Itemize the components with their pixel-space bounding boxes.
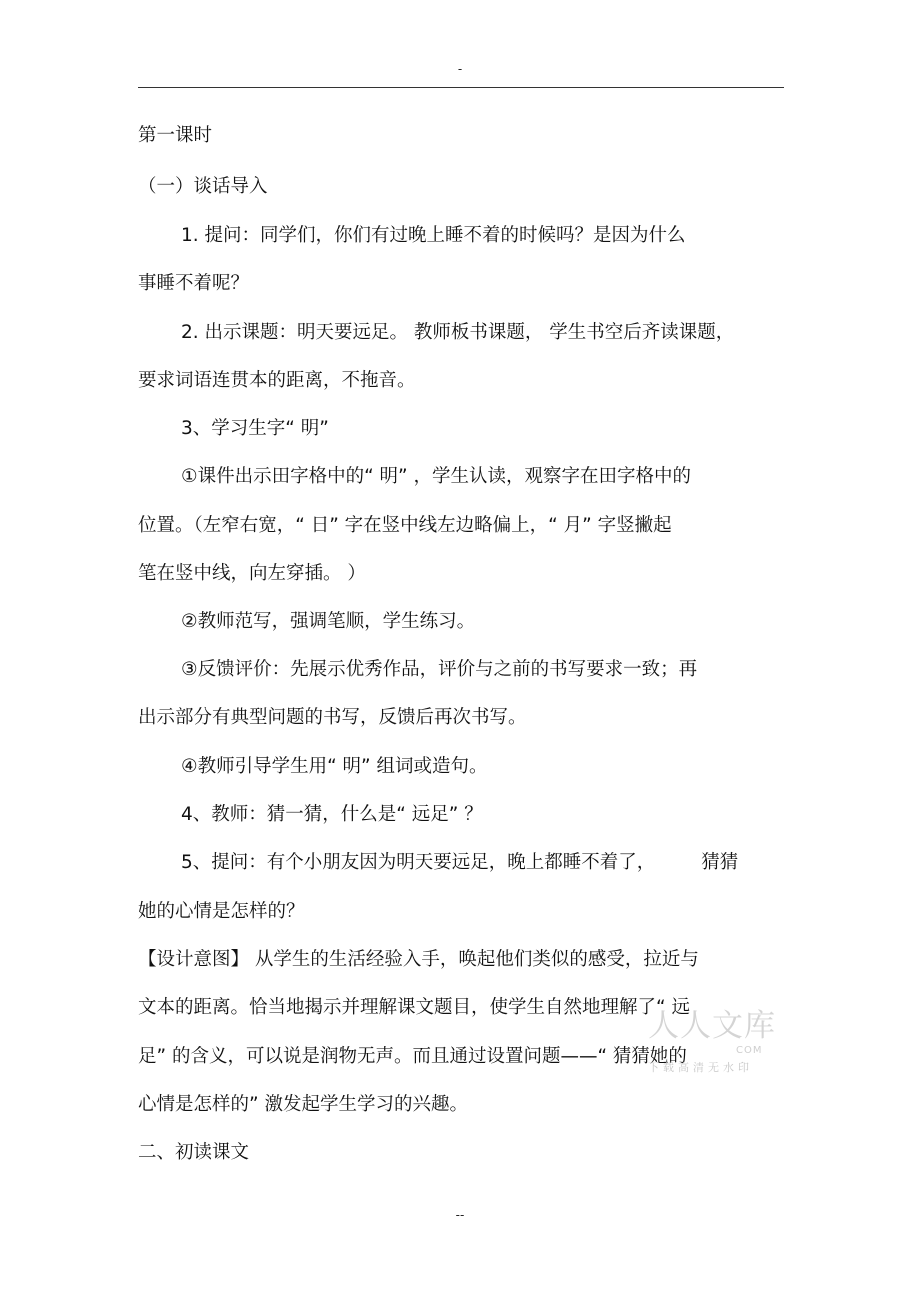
paragraph-learn-character: 3、学习生字“ 明”	[181, 418, 329, 439]
page-footer-mark: --	[455, 1208, 465, 1222]
paragraph-teacher-demo: ②教师范写，强调笔顺，学生练习。	[181, 611, 476, 632]
header-divider	[138, 87, 784, 88]
paragraph-courseware-line-3: 笔在竖中线，向左穿插。 ）	[138, 563, 366, 584]
paragraph-feedback-line-2: 出示部分有典型问题的书写，反馈后再次书写。	[138, 707, 527, 728]
paragraph-ask-line-1	[181, 851, 738, 875]
paragraph-ask-line-1-end: 猜猜	[701, 852, 739, 873]
watermark-title: 人人文库	[648, 1008, 776, 1044]
paragraph-courseware-line-1: ①课件出示田字格中的“ 明” ，学生认读，观察字在田字格中的	[181, 466, 692, 487]
paragraph-feedback-line-1: ③反馈评价：先展示优秀作品，评价与之前的书写要求一致；再	[181, 659, 698, 680]
section-title-first-reading: 二、初读课文	[138, 1142, 250, 1163]
section-title-intro: （一）谈话导入	[138, 176, 268, 197]
paragraph-question-line-2: 事睡不着呢？	[138, 273, 250, 294]
paragraph-courseware-line-2: 位置。（左窄右宽，“ 日” 字在竖中线左边略偏上，“ 月” 字竖撇起	[138, 515, 672, 536]
design-intent-line-1: 【设计意图】 从学生的生活经验入手，唤起他们类似的感受，拉近与	[138, 949, 699, 970]
watermark-logo	[640, 1008, 780, 1078]
paragraph-topic-line-1: 2. 出示课题：明天要远足。 教师板书课题， 学生书空后齐读课题，	[181, 322, 735, 343]
design-intent-line-2: 文本的距离。恰当地揭示并理解课文题目，使学生自然地理解了“ 远	[138, 997, 690, 1018]
paragraph-topic-line-2: 要求词语连贯本的距离，不拖音。	[138, 370, 416, 391]
page-header-mark: -	[457, 62, 463, 76]
watermark-subtitle: 下载高清无水印	[648, 1061, 753, 1074]
paragraph-ask-line-2: 她的心情是怎样的？	[138, 901, 305, 922]
paragraph-ask-line-1-main: 5、提问：有个小朋友因为明天要远足，晚上都睡不着了，	[181, 852, 656, 873]
watermark-domain: COM	[736, 1045, 763, 1056]
paragraph-word-building: ④教师引导学生用“ 明” 组词或造句。	[181, 756, 488, 777]
paragraph-guess: 4、教师：猜一猜，什么是“ 远足” ？	[181, 804, 483, 825]
design-intent-line-3: 足” 的含义，可以说是润物无声。而且通过设置问题——“ 猜猜她的	[138, 1046, 687, 1067]
design-intent-line-4: 心情是怎样的” 激发起学生学习的兴趣。	[138, 1094, 468, 1115]
lesson-title: 第一课时	[138, 125, 213, 146]
paragraph-question-line-1: 1. 提问：同学们，你们有过晚上睡不着的时候吗？是因为什么	[181, 225, 686, 246]
